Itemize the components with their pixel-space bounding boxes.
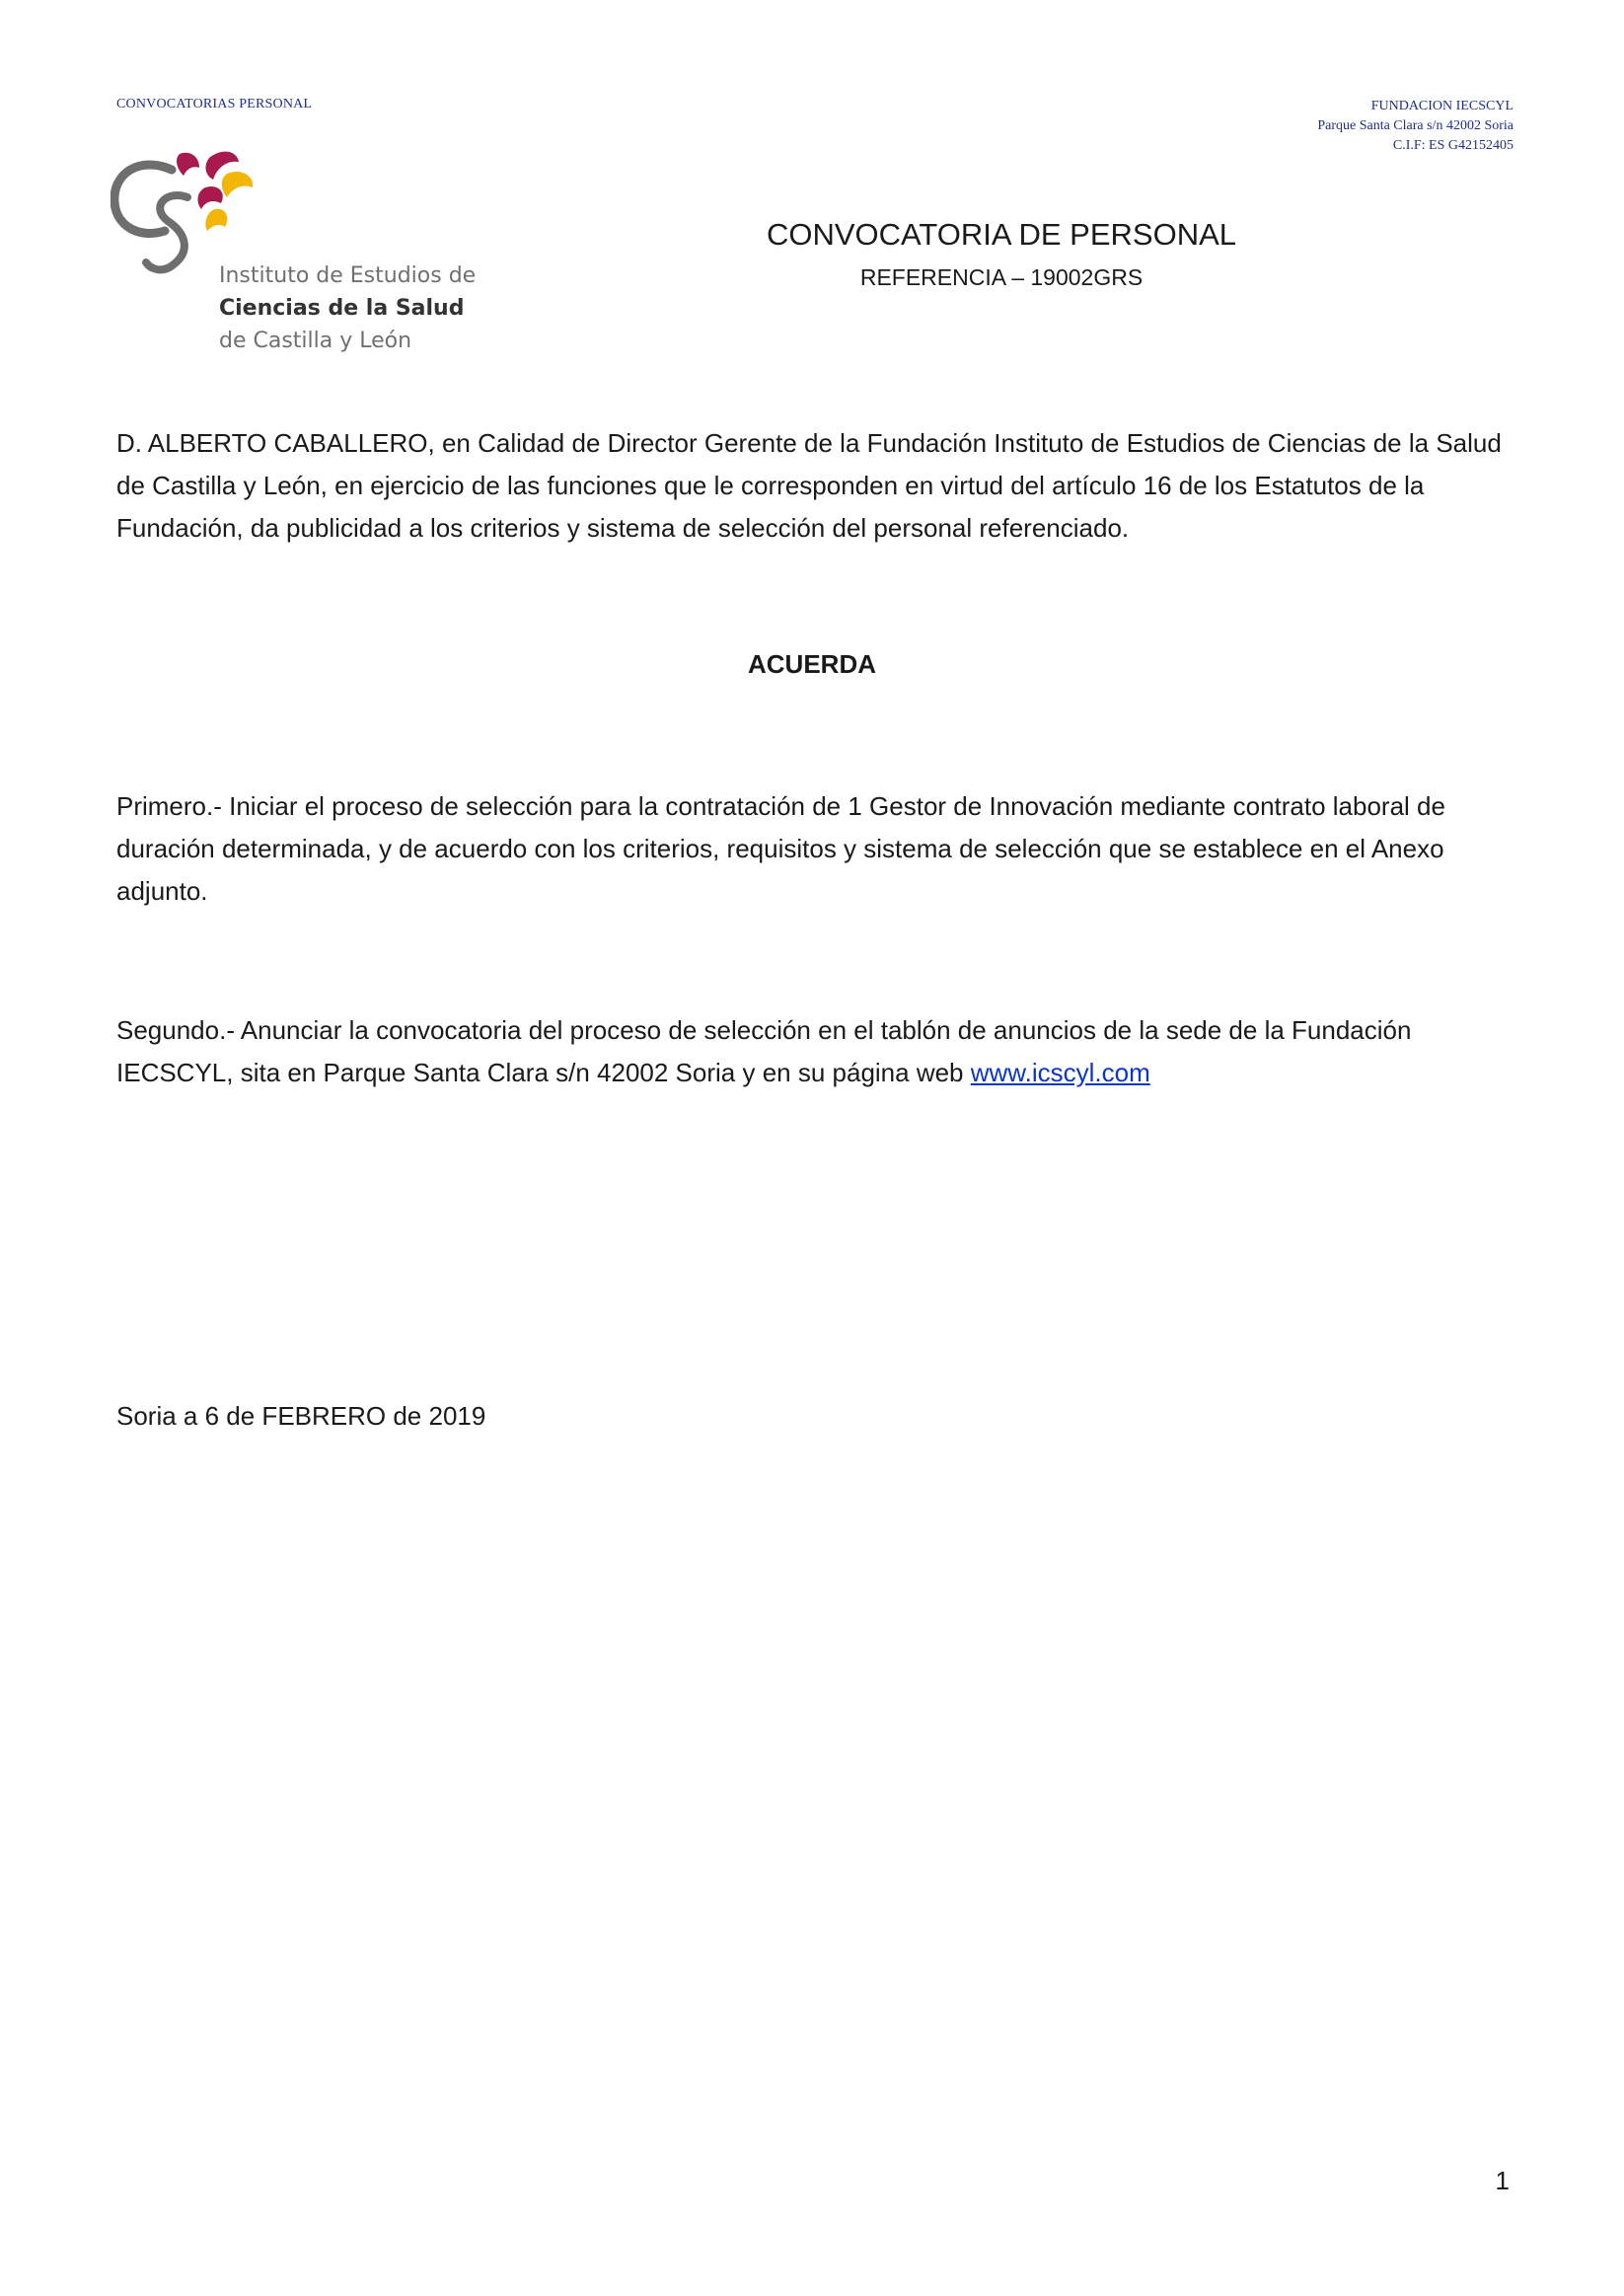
logo-line-1: Instituto de Estudios de	[219, 263, 477, 288]
segundo-text: Segundo.- Anunciar la convocatoria del proceso de selección en el tablón de anuncios de la sede de la Fundación IECSCYL, sita en Parque Santa Clara s/n 42002 Soria y en su página web	[116, 1015, 1412, 1087]
acuerda-heading: ACUERDA	[748, 649, 876, 679]
logo-line-3: de Castilla y León	[219, 329, 412, 353]
institution-logo	[111, 148, 476, 360]
header-address: Parque Santa Clara s/n 42002 Soria	[1317, 118, 1513, 133]
page-number: 1	[1495, 2166, 1510, 2195]
website-link[interactable]: www.icscyl.com	[970, 1058, 1150, 1087]
document-date: Soria a 6 de FEBRERO de 2019	[116, 1401, 486, 1431]
header-cif: C.I.F: ES G42152405	[1392, 138, 1513, 153]
logo-text	[219, 259, 476, 357]
document-title: CONVOCATORIA DE PERSONAL	[766, 217, 1237, 252]
header-right-block	[1317, 97, 1513, 156]
primero-paragraph: Primero.- Iniciar el proceso de selección para la contratación de 1 Gestor de Innovación mediante contrato laboral de duración determinada, y de acuerdo con los criterios, requisitos y sistema de selección que se establece en el Anexo adjunto.	[116, 791, 1445, 906]
header-organization: FUNDACION IECSCYL	[1370, 99, 1513, 113]
document-reference: REFERENCIA – 19002GRS	[859, 264, 1144, 290]
intro-paragraph: D. ALBERTO CABALLERO, en Calidad de Director Gerente de la Fundación Instituto de Estudios de Ciencias de la Salud de Castilla y León, en ejercicio de las funciones que le corresponden en virtud del artículo 16 de los Estatutos de la Fundación, da publicidad a los criterios y sistema de selección del personal referenciado.	[116, 428, 1502, 543]
header-left-label: CONVOCATORIAS PERSONAL	[116, 97, 313, 111]
logo-line-2: Ciencias de la Salud	[219, 296, 465, 321]
segundo-paragraph	[116, 1009, 1515, 1094]
